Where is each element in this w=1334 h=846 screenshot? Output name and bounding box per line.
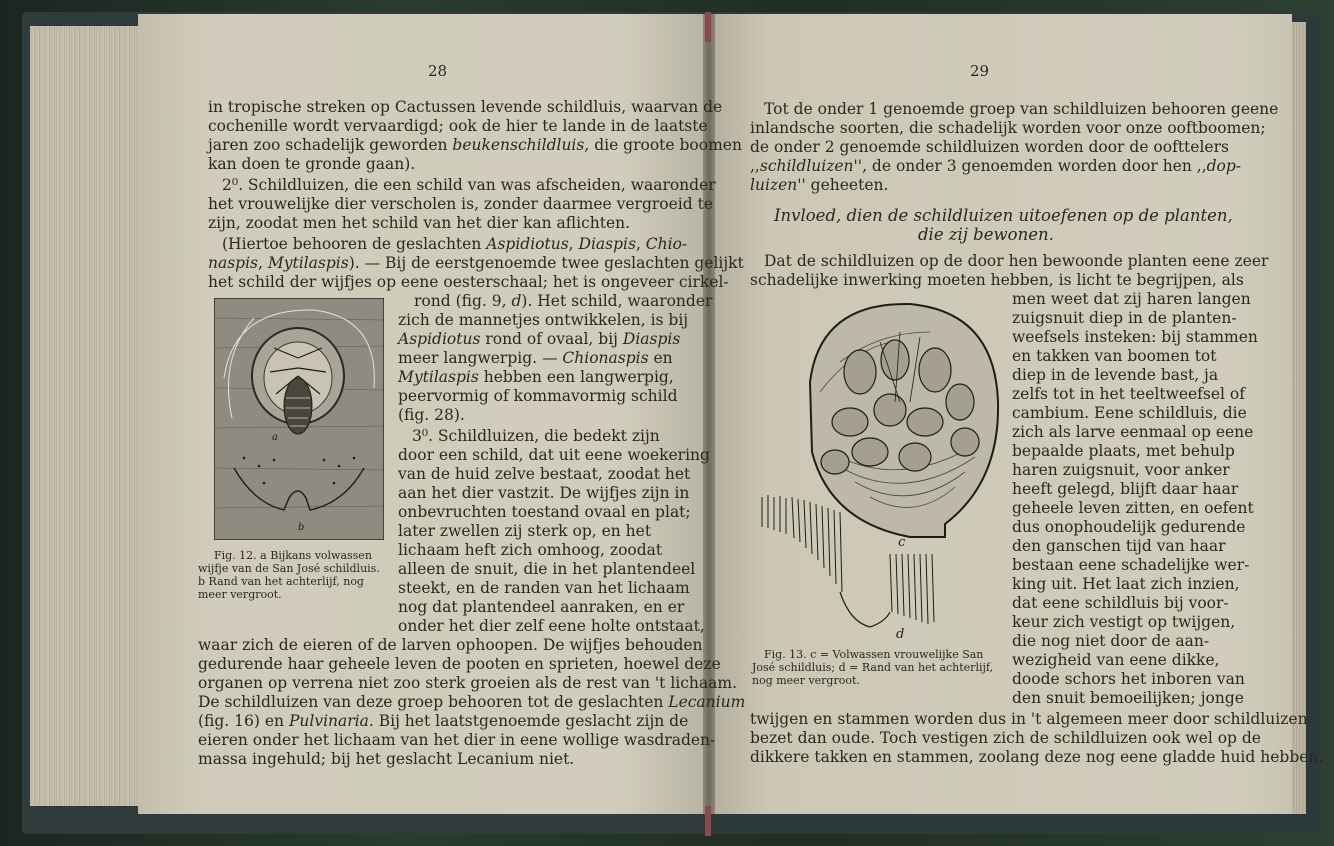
text-line: Aspidiotus rond of ovaal, bij Diaspis [398,330,681,348]
section-heading-line1: Invloed, dien de schildluizen uitoefenen op de planten, [774,206,1233,225]
text-line: en takken van boomen tot [1012,347,1217,365]
text-line: bezet dan oude. Toch vestigen zich de schildluizen ook wel op de [750,729,1261,747]
text-line: Tot de onder 1 genoemde groep van schildluizen behooren geene [764,100,1279,118]
text-line: (fig. 28). [398,406,465,424]
text-line: door een schild, dat uit eene woekering [398,446,710,464]
scale-insect-section-drawing [760,292,1010,642]
text-line: onder het dier zelf eene holte ontstaat, [398,617,705,635]
text-line: rond (fig. 9, d). Het schild, waaronder [414,292,713,310]
text-line: zich als larve eenmaal op eene [1012,423,1254,441]
text-line: zijn, zoodat men het schild van het dier kan aflichten. [208,214,631,232]
figure-label-b: b [298,522,305,533]
caption-line: Fig. 13. c = Volwassen vrouwelijke San [764,648,984,661]
text-line: haren zuigsnuit, voor anker [1012,461,1230,479]
text-line: Mytilaspis hebben een langwerpig, [398,368,674,386]
figure-label-c: c [898,535,906,550]
text-line: die nog niet door de aan- [1012,632,1210,650]
figure-label-a: a [272,432,278,443]
text-line: (fig. 16) en Pulvinaria. Bij het laatstgenoemde geslacht zijn de [198,712,689,730]
figure-12-illustration [214,298,384,540]
text-line: doode schors het inboren van [1012,670,1245,688]
caption-line: b Rand van het achterlijf, nog [198,575,364,588]
caption-line: nog meer vergroot. [752,674,860,687]
text-line: gedurende haar geheele leven de pooten en sprieten, hoewel deze [198,655,721,673]
text-line: meer langwerpig. — Chionaspis en [398,349,673,367]
text-line: den ganschen tijd van haar [1012,537,1226,555]
text-line: den snuit bemoeilijken; jonge [1012,689,1244,707]
text-line: men weet dat zij haren langen [1012,290,1251,308]
caption-line: meer vergroot. [198,588,282,601]
text-line: jaren zoo schadelijk geworden beukenschildluis, die groote boomen [208,136,742,154]
caption-line: wijfje van de San José schildluis. [198,562,380,575]
text-line: het schild der wijfjes op eene oesterschaal; het is ongeveer cirkel- [208,273,729,291]
text-line: heeft gelegd, blijft daar haar [1012,480,1239,498]
text-line: cochenille wordt vervaardigd; ook de hier te lande in de laatste [208,117,708,135]
text-line: eieren onder het lichaam van het dier in eene wollige wasdraden- [198,731,716,749]
text-line: steekt, en de randen van het lichaam [398,579,690,597]
bookmark-ribbon-bottom [705,806,711,836]
text-line: van de huid zelve bestaat, zoodat het [398,465,691,483]
figure-label-d: d [896,627,905,642]
text-line: het vrouwelijke dier verscholen is, zonder daarmee vergroeid te [208,195,714,213]
text-line: zich de mannetjes ontwikkelen, is bij [398,311,689,329]
bookmark-ribbon-top [705,12,711,42]
page-number-left: 28 [428,62,448,80]
text-line: zuigsnuit diep in de planten- [1012,309,1237,327]
page-edges-right [1292,22,1306,814]
text-line: wezigheid van eene dikke, [1012,651,1220,669]
text-line: later zwellen zij sterk op, en het [398,522,652,540]
text-line: de onder 2 genoemde schildluizen worden door de oofttelers [750,138,1229,156]
text-line: naspis, Mytilaspis). — Bij de eerstgenoemde twee geslachten gelijkt [208,254,744,272]
caption-line: José schildluis; d = Rand van het achterlijf, [752,661,994,674]
text-line: 2⁰. Schildluizen, die een schild van was afscheiden, waaronder [222,176,716,194]
text-line: aan het dier vastzit. De wijfjes zijn in [398,484,690,502]
page-edges-left [30,26,140,806]
text-line: twijgen en stammen worden dus in 't algemeen meer door schildluizen [750,710,1308,728]
section-heading-line2: die zij bewonen. [918,225,1054,244]
text-line: dat eene schildluis bij voor- [1012,594,1229,612]
text-line: geheele leven zitten, en oefent [1012,499,1254,517]
text-line: onbevruchten toestand ovaal en plat; [398,503,691,521]
text-line: waar zich de eieren of de larven ophoopen. De wijfjes behouden [198,636,703,654]
text-line: king uit. Het laat zich inzien, [1012,575,1240,593]
text-line: dikkere takken en stammen, zoolang deze nog eene gladde huid hebben. [750,748,1324,766]
text-line: Dat de schildluizen op de door hen bewoonde planten eene zeer [764,252,1269,270]
text-line: inlandsche soorten, die schadelijk worden voor onze ooftboomen; [750,119,1266,137]
text-line: alleen de snuit, die in het plantendeel [398,560,696,578]
text-line: in tropische streken op Cactussen levende schildluis, waarvan de [208,98,723,116]
text-line: organen op verrena niet zoo sterk groeien als de rest van 't lichaam. [198,674,738,692]
figure-13-illustration [760,292,1010,642]
text-line: peervormig of kommavormig schild [398,387,678,405]
text-line: massa ingehuld; bij het geslacht Lecanium niet. [198,750,575,768]
text-line: bestaan eene schadelijke wer- [1012,556,1250,574]
text-line: ,,schildluizen'', de onder 3 genoemden worden door hen ,,dop- [750,157,1242,175]
text-line: keur zich vestigt op twijgen, [1012,613,1236,631]
page-number-right: 29 [970,62,990,80]
text-line: 3⁰. Schildluizen, die bedekt zijn [412,427,660,445]
text-line: dus onophoudelijk gedurende [1012,518,1246,536]
text-line: De schildluizen van deze groep behooren tot de geslachten Lecanium [198,693,746,711]
text-line: (Hiertoe behooren de geslachten Aspidiotus, Diaspis, Chio- [222,235,688,253]
text-line: kan doen te gronde gaan). [208,155,416,173]
text-line: weefsels insteken: bij stammen [1012,328,1258,346]
scale-insect-drawing [214,298,384,540]
text-line: nog dat plantendeel aanraken, en er [398,598,685,616]
text-line: lichaam heft zich omhoog, zoodat [398,541,663,559]
text-line: zelfs tot in het teeltweefsel of [1012,385,1245,403]
text-line: schadelijke inwerking moeten hebben, is licht te begrijpen, als [750,271,1244,289]
text-line: luizen'' geheeten. [750,176,889,194]
text-line: cambium. Eene schildluis, die [1012,404,1247,422]
text-line: bepaalde plaats, met behulp [1012,442,1235,460]
text-line: diep in de levende bast, ja [1012,366,1219,384]
caption-line: Fig. 12. a Bijkans volwassen [214,549,372,562]
